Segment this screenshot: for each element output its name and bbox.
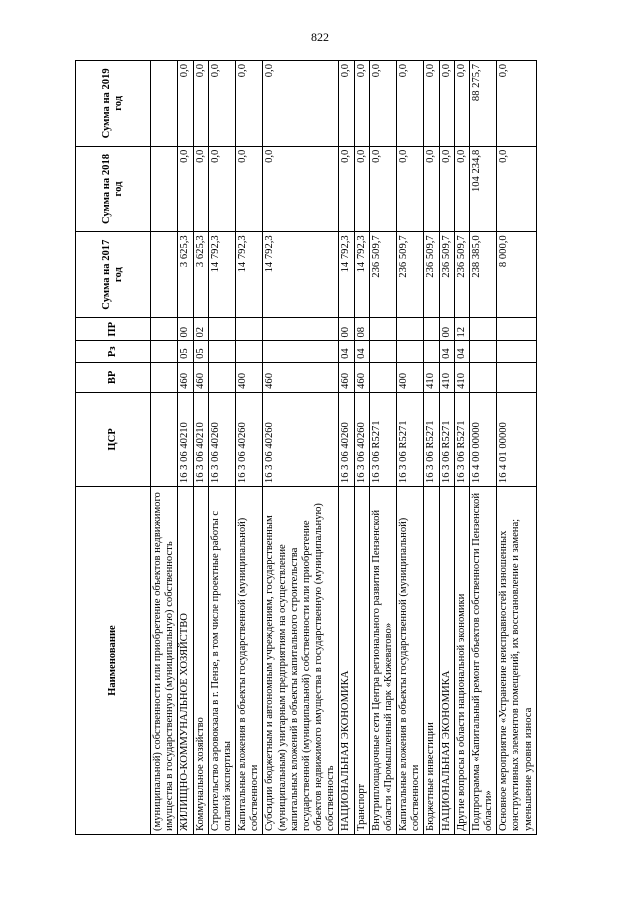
cell-vr: 460 [178,362,193,392]
cell-sum-2018: 0,0 [397,146,424,232]
cell-vr: 460 [193,362,208,392]
cell-sum-2019: 0,0 [339,61,354,147]
cell-sum-2018: 0,0 [497,146,537,232]
cell-sum-2017: 8 000,0 [497,232,537,318]
cell-name: Капитальные вложения в объекты государственной (муниципальной) собственности [236,487,263,835]
cell-sum-2019: 0,0 [424,61,439,147]
cell-sum-2018: 0,0 [178,146,193,232]
header-sum-2019: Сумма на 2019 год [76,61,151,147]
cell-sum-2017: 14 792,3 [354,232,369,318]
cell-sum-2019: 0,0 [236,61,263,147]
cell-vr: 400 [397,362,424,392]
table-row [497,61,537,835]
table-row [454,61,469,835]
cell-sum-2018: 0,0 [263,146,339,232]
cell-name: НАЦИОНАЛЬНАЯ ЭКОНОМИКА [339,487,354,835]
cell-rz [424,341,439,362]
table-row [193,61,208,835]
table-row [439,61,454,835]
cell-name: Строительство аэровокзала в г. Пензе, в том числе проектные работы с оплатой экспертизы [208,487,235,835]
cell-rz: 04 [339,341,354,362]
cell-rz [369,341,396,362]
cell-sum-2017: 3 625,3 [178,232,193,318]
cell-vr: 460 [339,362,354,392]
cell-name: Субсидии бюджетным и автономным учреждениям, государственным (муниципальным) унитарным предприятиям на осуществление капитальных вложений в объекты капитального строительства государственной (муниципальной) собственности или приобретение объектов недвижимого имущества в государственную (муниципальную) собственность [263,487,339,835]
cell-sum-2018: 0,0 [354,146,369,232]
cell-rz: 04 [454,341,469,362]
cell-rz [469,341,496,362]
cell-vr [369,362,396,392]
page-number: 822 [311,30,329,44]
cell-name: Транспорт [354,487,369,835]
table-body [151,61,537,835]
cell-sum-2019: 0,0 [263,61,339,147]
table-row [151,61,178,835]
cell-rz [236,341,263,362]
cell-csr: 16 3 06 R5271 [397,392,424,486]
cell-sum-2017: 3 625,3 [193,232,208,318]
cell-csr: 16 3 06 40260 [339,392,354,486]
cell-name: ЖИЛИЩНО-КОММУНАЛЬНОЕ ХОЗЯЙСТВО [178,487,193,835]
cell-sum-2017: 14 792,3 [263,232,339,318]
header-name: Наименование [76,487,151,835]
cell-csr: 16 3 06 R5271 [439,392,454,486]
cell-sum-2017: 238 385,0 [469,232,496,318]
cell-name: Коммунальное хозяйство [193,487,208,835]
cell-sum-2018: 104 234,8 [469,146,496,232]
cell-sum-2019: 0,0 [193,61,208,147]
cell-sum-2019 [151,61,178,147]
cell-sum-2017 [151,232,178,318]
table-row [397,61,424,835]
cell-vr [208,362,235,392]
cell-csr [151,392,178,486]
cell-name: (муниципальной) собственности или приобретение объектов недвижимого имущества в государственную (муниципальную) собственность [151,487,178,835]
table-row [424,61,439,835]
cell-sum-2017: 236 509,7 [397,232,424,318]
cell-sum-2019: 0,0 [369,61,396,147]
cell-sum-2018: 0,0 [193,146,208,232]
cell-rz [497,341,537,362]
cell-vr [497,362,537,392]
cell-csr: 16 4 00 00000 [469,392,496,486]
cell-pr: 08 [354,317,369,341]
cell-sum-2018 [151,146,178,232]
cell-rz: 05 [193,341,208,362]
cell-csr: 16 3 06 40210 [193,392,208,486]
rotated-table-container [75,60,570,835]
cell-rz [263,341,339,362]
cell-rz: 04 [439,341,454,362]
header-rz: Рз [76,341,151,362]
cell-vr: 460 [354,362,369,392]
header-sum-2018: Сумма на 2018 год [76,146,151,232]
cell-csr: 16 4 01 00000 [497,392,537,486]
cell-pr [236,317,263,341]
cell-pr [497,317,537,341]
cell-name: Основное мероприятие «Устранение неисправностей изношенных конструктивных элементов помещений, их восстановление и замена; уменьшение уровня износа [497,487,537,835]
header-csr: ЦСР [76,392,151,486]
cell-rz [397,341,424,362]
cell-pr [151,317,178,341]
cell-pr: 02 [193,317,208,341]
header-pr: ПР [76,317,151,341]
table-row [236,61,263,835]
table-row [354,61,369,835]
cell-sum-2019: 0,0 [208,61,235,147]
cell-sum-2018: 0,0 [454,146,469,232]
cell-sum-2018: 0,0 [339,146,354,232]
cell-sum-2019: 0,0 [397,61,424,147]
cell-vr: 460 [263,362,339,392]
header-sum-2017: Сумма на 2017 год [76,232,151,318]
cell-sum-2017: 14 792,3 [339,232,354,318]
cell-sum-2019: 0,0 [354,61,369,147]
cell-name: Подпрограмма «Капитальный ремонт объектов собственности Пензенской области» [469,487,496,835]
cell-sum-2018: 0,0 [369,146,396,232]
cell-sum-2017: 14 792,3 [208,232,235,318]
table-row [208,61,235,835]
table-row [369,61,396,835]
table-row [263,61,339,835]
cell-name: Другие вопросы в области национальной экономики [454,487,469,835]
header-vr: ВР [76,362,151,392]
cell-vr: 410 [439,362,454,392]
cell-rz [208,341,235,362]
cell-csr: 16 3 06 R5271 [454,392,469,486]
cell-vr [151,362,178,392]
cell-sum-2017: 236 509,7 [454,232,469,318]
cell-sum-2017: 14 792,3 [236,232,263,318]
cell-name: Внутриплощадочные сети Центра регионального развития Пензенской области «Промышленный парк «Кижеватово» [369,487,396,835]
cell-csr: 16 3 06 40260 [354,392,369,486]
cell-sum-2019: 0,0 [454,61,469,147]
cell-csr: 16 3 06 40210 [178,392,193,486]
cell-csr: 16 3 06 40260 [208,392,235,486]
cell-vr: 410 [424,362,439,392]
cell-sum-2018: 0,0 [208,146,235,232]
cell-pr [208,317,235,341]
cell-pr: 00 [439,317,454,341]
cell-csr: 16 3 06 40260 [236,392,263,486]
cell-sum-2019: 0,0 [439,61,454,147]
cell-vr: 400 [236,362,263,392]
cell-pr: 00 [339,317,354,341]
table-row [339,61,354,835]
cell-sum-2019: 0,0 [178,61,193,147]
cell-sum-2018: 0,0 [236,146,263,232]
cell-pr [469,317,496,341]
table-row [178,61,193,835]
cell-sum-2017: 236 509,7 [439,232,454,318]
cell-pr: 00 [178,317,193,341]
cell-sum-2017: 236 509,7 [369,232,396,318]
cell-pr [369,317,396,341]
cell-sum-2018: 0,0 [424,146,439,232]
cell-pr [397,317,424,341]
cell-rz: 05 [178,341,193,362]
cell-pr [263,317,339,341]
cell-name: Бюджетные инвестиции [424,487,439,835]
cell-csr: 16 3 06 R5271 [369,392,396,486]
cell-sum-2017: 236 509,7 [424,232,439,318]
cell-sum-2018: 0,0 [439,146,454,232]
cell-pr [424,317,439,341]
cell-name: НАЦИОНАЛЬНАЯ ЭКОНОМИКА [439,487,454,835]
cell-rz [151,341,178,362]
cell-vr: 410 [454,362,469,392]
table-header-row [76,61,151,835]
budget-table [75,60,537,835]
cell-sum-2019: 88 275,7 [469,61,496,147]
table-row [469,61,496,835]
cell-name: Капитальные вложения в объекты государственной (муниципальной) собственности [397,487,424,835]
cell-rz: 04 [354,341,369,362]
cell-vr [469,362,496,392]
cell-csr: 16 3 06 40260 [263,392,339,486]
cell-sum-2019: 0,0 [497,61,537,147]
cell-pr: 12 [454,317,469,341]
cell-csr: 16 3 06 R5271 [424,392,439,486]
